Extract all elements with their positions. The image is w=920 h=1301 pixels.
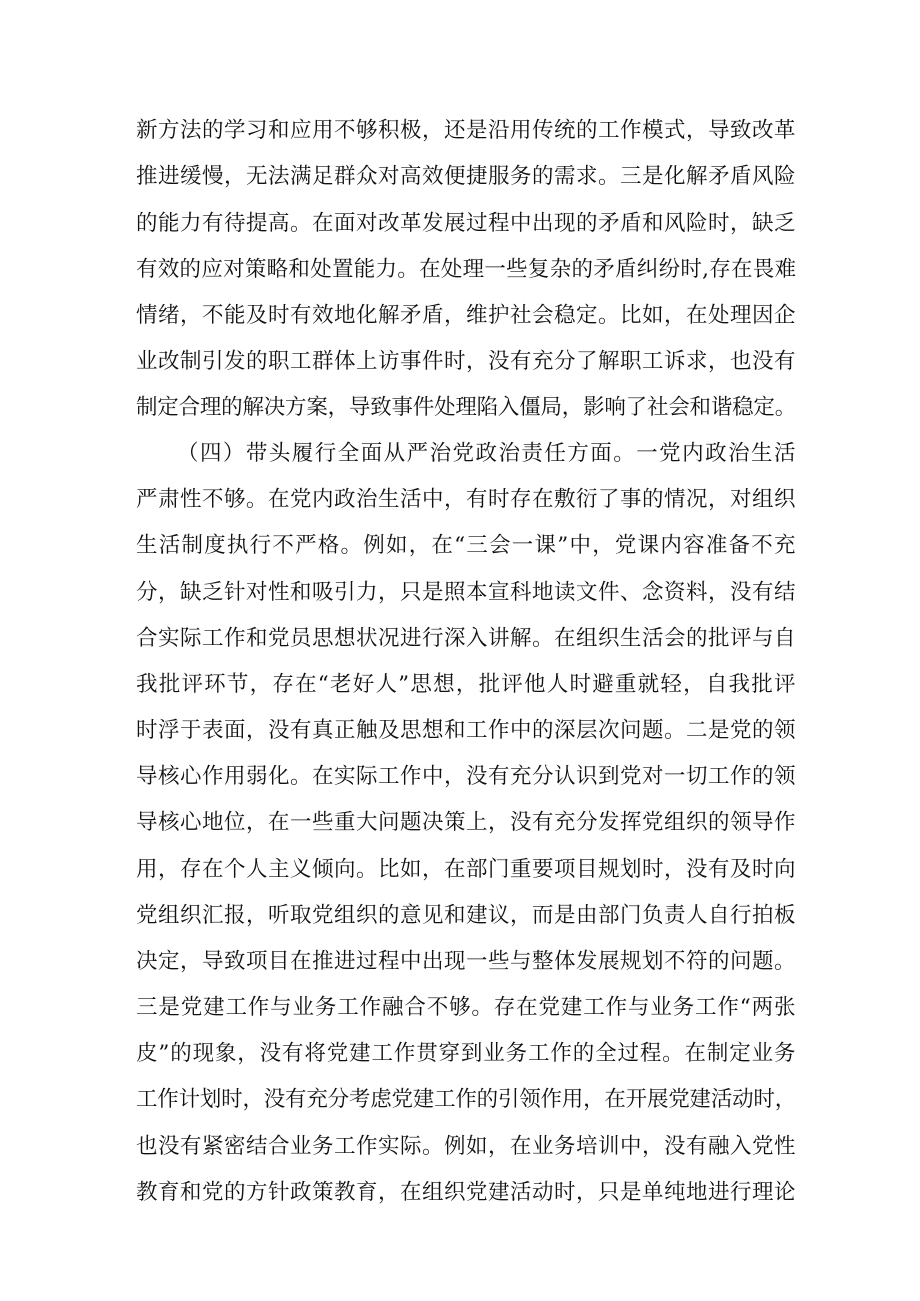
- text-line: 导核心作用弱化。在实际工作中，没有充分认识到党对一切工作的领: [136, 764, 797, 789]
- text-line: 决定，导致项目在推进过程中出现一些与整体发展规划不符的问题。: [136, 949, 797, 974]
- text-line: 严肃性不够。在党内政治生活中，有时存在敷衍了事的情况，对组织: [136, 487, 797, 512]
- text-line: 的能力有待提高。在面对改革发展过程中出现的矛盾和风险时，缺乏: [136, 211, 797, 236]
- section-heading-line: （四）带头履行全面从严治党政治责任方面。一党内政治生活: [177, 441, 796, 466]
- text-line: 新方法的学习和应用不够积极，还是沿用传统的工作模式，导致改革: [136, 118, 797, 143]
- text-line: 也没有紧密结合业务工作实际。例如，在业务培训中，没有融入党性: [136, 1134, 797, 1159]
- text-line: 有效的应对策略和处置能力。在处理一些复杂的矛盾纠纷时,存在畏难: [136, 257, 797, 282]
- text-line: 推进缓慢，无法满足群众对高效便捷服务的需求。三是化解矛盾风险: [136, 164, 797, 189]
- text-line: 党组织汇报，听取党组织的意见和建议，而是由部门负责人自行拍板: [136, 903, 797, 928]
- text-line: 皮”的现象，没有将党建工作贯穿到业务工作的全过程。在制定业务: [136, 1041, 796, 1066]
- text-line: 用，存在个人主义倾向。比如，在部门重要项目规划时，没有及时向: [136, 857, 797, 882]
- text-line: 情绪，不能及时有效地化解矛盾，维护社会稳定。比如，在处理因企: [136, 303, 797, 328]
- text-line: 教育和党的方针政策教育，在组织党建活动时，只是单纯地进行理论: [136, 1180, 797, 1205]
- text-line: 三是党建工作与业务工作融合不够。存在党建工作与业务工作“两张: [136, 995, 796, 1020]
- text-line: 时浮于表面，没有真正触及思想和工作中的深层次问题。二是党的领: [136, 718, 797, 743]
- text-line: 导核心地位，在一些重大问题决策上，没有充分发挥党组织的领导作: [136, 810, 797, 835]
- text-line: 合实际工作和党员思想状况进行深入讲解。在组织生活会的批评与自: [136, 626, 797, 651]
- text-line: 生活制度执行不严格。例如，在“三会一课”中，党课内容准备不充: [136, 533, 796, 558]
- text-line: 分，缺乏针对性和吸引力，只是照本宣科地读文件、念资料，没有结: [136, 580, 797, 605]
- text-line: 制定合理的解决方案，导致事件处理陷入僵局，影响了社会和谐稳定。: [136, 395, 797, 420]
- text-line: 工作计划时，没有充分考虑党建工作的引领作用，在开展党建活动时，: [136, 1087, 797, 1112]
- text-line: 我批评环节，存在“老好人”思想，批评他人时避重就轻，自我批评: [136, 672, 796, 697]
- text-line: 业改制引发的职工群体上访事件时，没有充分了解职工诉求，也没有: [136, 349, 797, 374]
